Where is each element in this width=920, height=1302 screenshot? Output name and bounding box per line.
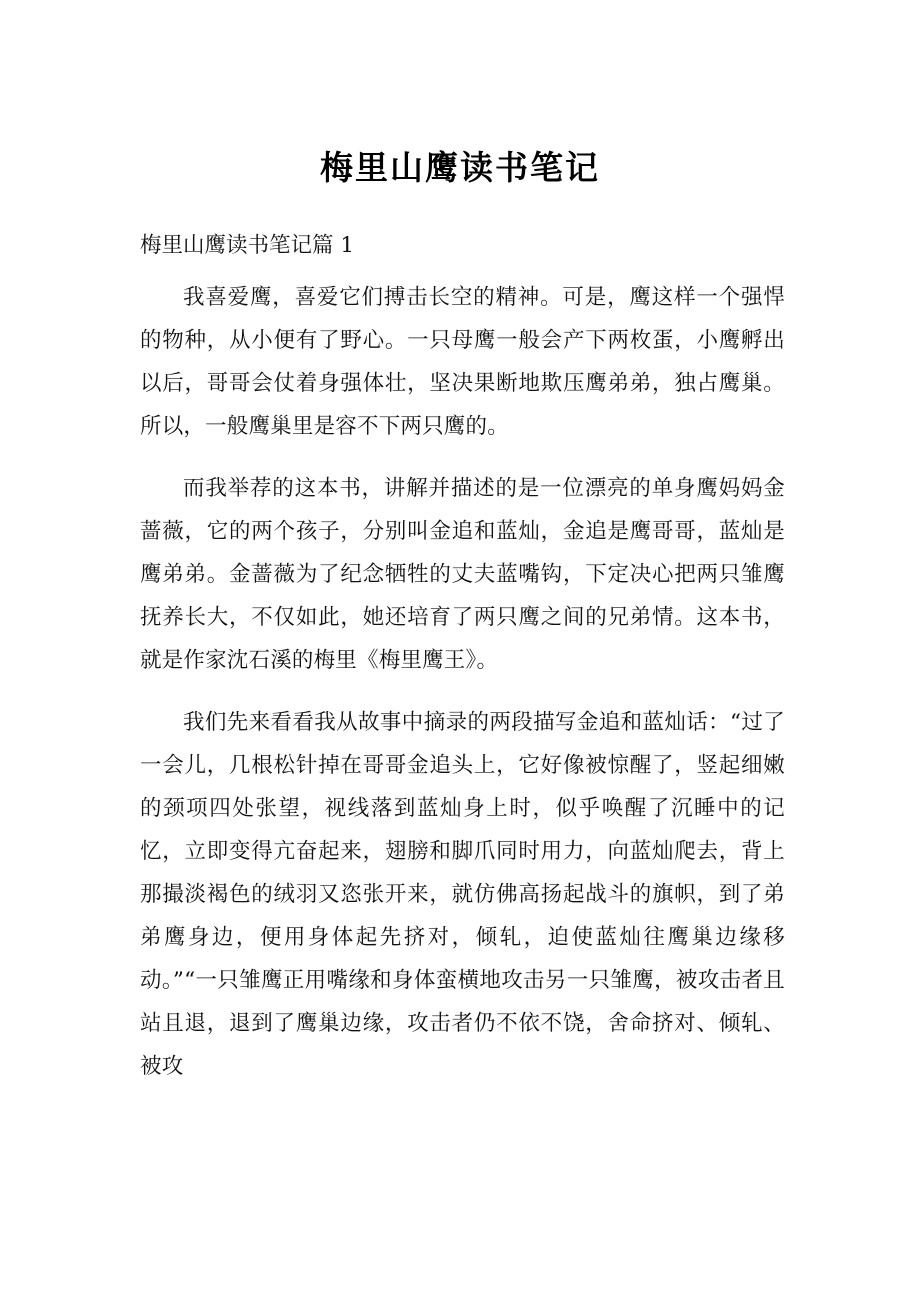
section-heading: 梅里山鹰读书笔记篇 1 (140, 233, 355, 258)
document-title: 梅里山鹰读书笔记 (320, 148, 600, 187)
paragraph-excerpt: 我们先来看看我从故事中摘录的两段描写金追和蓝灿话：“过了一会儿，几根松针掉在哥哥金追头上，它好像被惊醒了，竖起细嫩的颈项四处张望，视线落到蓝灿身上时，似乎唤醒了沉睡中的记忆，立即变得亢奋起来，翅膀和脚爪同时用力，向蓝灿爬去，背上那撮淡褐色的绒羽又恣张开来，就仿佛高扬起战斗的旗帜，到了弟弟鹰身边，便用身体起先挤对，倾轧，迫使蓝灿往鹰巢边缘移动。”“一只雏鹰正用嘴缘和身体蛮横地攻击另一只雏鹰，被攻击者且站且退，退到了鹰巢边缘，攻击者仍不依不饶，舍命挤对、倾轧、被攻 (140, 710, 785, 1079)
paragraph-intro: 我喜爱鹰，喜爱它们搏击长空的精神。可是，鹰这样一个强悍的物种，从小便有了野心。一只母鹰一般会产下两枚蛋，小鹰孵出以后，哥哥会仗着身强体壮，坚决果断地欺压鹰弟弟，独占鹰巢。所以，一般鹰巢里是容不下两只鹰的。 (140, 285, 785, 439)
paragraph-book-recommendation: 而我举荐的这本书，讲解并描述的是一位漂亮的单身鹰妈妈金蔷薇，它的两个孩子，分别叫金追和蓝灿，金追是鹰哥哥，蓝灿是鹰弟弟。金蔷薇为了纪念牺牲的丈夫蓝嘴钩，下定决心把两只雏鹰抚养长大，不仅如此，她还培育了两只鹰之间的兄弟情。这本书，就是作家沈石溪的梅里《梅里鹰王》。 (140, 476, 785, 673)
document-body (140, 228, 785, 1088)
